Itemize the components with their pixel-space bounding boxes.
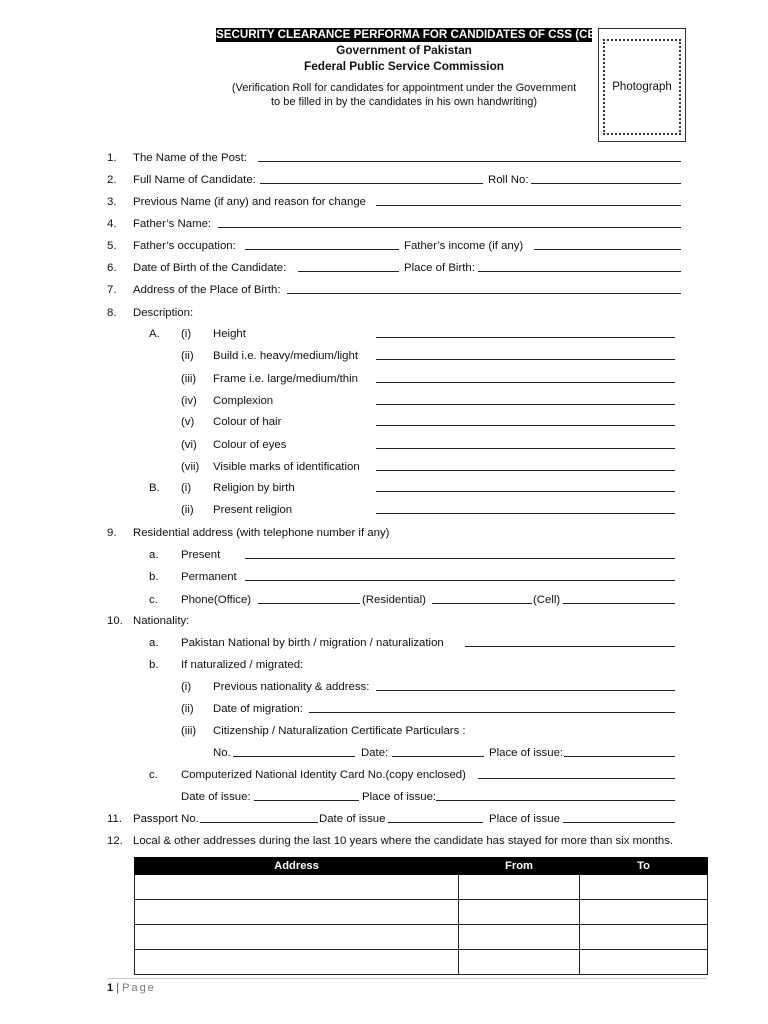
previous-name-field[interactable] (376, 205, 681, 206)
sub-marker: c. (149, 594, 158, 606)
item-number: 10. (107, 615, 123, 627)
certificate-date-field[interactable] (392, 756, 484, 757)
father-occupation-label: Father’s occupation: (133, 240, 236, 252)
cnic-field[interactable] (478, 778, 675, 779)
photograph-label: Photograph (612, 81, 672, 93)
present-address-field[interactable] (245, 558, 675, 559)
roman-marker: (iii) (181, 725, 197, 737)
item-number: 9. (107, 527, 117, 539)
description-item-field[interactable] (376, 491, 675, 492)
sub-marker: b. (149, 659, 159, 671)
certificate-no-label: No. (213, 747, 231, 759)
table-row (135, 875, 708, 900)
table-row (135, 925, 708, 950)
address-cell[interactable] (135, 950, 459, 975)
org-name-government: Government of Pakistan (336, 43, 472, 57)
photograph-box[interactable] (598, 28, 686, 142)
from-cell[interactable] (459, 950, 580, 975)
certificate-date-label: Date: (361, 747, 389, 759)
roman-marker: (i) (181, 328, 192, 340)
previous-nationality-field[interactable] (376, 690, 675, 691)
description-item-field[interactable] (376, 404, 675, 405)
description-item-label: Build i.e. heavy/medium/light (213, 350, 358, 362)
cnic-place-field[interactable] (436, 800, 675, 801)
national-by-label: Pakistan National by birth / migration / naturalization (181, 637, 444, 649)
description-item-label: Frame i.e. large/medium/thin (213, 373, 358, 385)
from-cell[interactable] (459, 925, 580, 950)
item-number: 2. (107, 174, 117, 186)
local-addresses-label: Local & other addresses during the last 10 years where the candidate has stayed for more than six months. (133, 835, 674, 847)
phone-office-field[interactable] (258, 603, 360, 604)
from-column-header: From (459, 858, 580, 875)
residential-address-label: Residential address (with telephone number if any) (133, 527, 390, 539)
roman-marker: (i) (181, 482, 192, 494)
father-name-field[interactable] (218, 227, 681, 228)
roman-marker: (ii) (181, 504, 194, 516)
place-of-birth-label: Place of Birth: (404, 262, 475, 274)
verification-note-1: (Verification Roll for candidates for appointment under the Government (231, 82, 577, 94)
to-cell[interactable] (580, 875, 708, 900)
to-column-header: To (580, 858, 708, 875)
description-label: Description: (133, 307, 194, 319)
to-cell[interactable] (580, 950, 708, 975)
table-row (135, 900, 708, 925)
description-item-field[interactable] (376, 359, 675, 360)
address-cell[interactable] (135, 925, 459, 950)
place-of-birth-field[interactable] (478, 271, 681, 272)
item-number: 6. (107, 262, 117, 274)
full-name-field[interactable] (260, 183, 483, 184)
description-item-label: Visible marks of identification (213, 461, 360, 473)
description-item-label: Colour of eyes (213, 439, 287, 451)
cnic-place-label: Place of issue: (362, 791, 437, 803)
item-number: 4. (107, 218, 117, 230)
migration-date-field[interactable] (309, 712, 675, 713)
footer-divider (107, 978, 707, 979)
to-cell[interactable] (580, 900, 708, 925)
permanent-address-label: Permanent (181, 571, 237, 583)
dob-label: Date of Birth of the Candidate: (133, 262, 287, 274)
phone-residential-field[interactable] (432, 603, 532, 604)
description-item-label: Complexion (213, 395, 274, 407)
certificate-place-label: Place of issue: (489, 747, 564, 759)
dob-field[interactable] (298, 271, 399, 272)
form-title: SECURITY CLEARANCE PERFORMA FOR CANDIDATES OF CSS (CE-2017) (216, 28, 629, 41)
roll-no-field[interactable] (531, 183, 681, 184)
post-name-field[interactable] (258, 161, 681, 162)
passport-place-field[interactable] (563, 822, 675, 823)
cnic-date-field[interactable] (254, 800, 359, 801)
naturalized-label: If naturalized / migrated: (181, 659, 304, 671)
page-word: Page (122, 982, 156, 994)
address-cell[interactable] (135, 900, 459, 925)
national-by-field[interactable] (465, 646, 675, 647)
previous-name-label: Previous Name (if any) and reason for change (133, 196, 366, 208)
sub-marker: a. (149, 549, 159, 561)
father-name-label: Father’s Name: (133, 218, 212, 230)
sub-marker: c. (149, 769, 158, 781)
birth-address-label: Address of the Place of Birth: (133, 284, 281, 296)
passport-date-field[interactable] (388, 822, 483, 823)
item-number: 3. (107, 196, 117, 208)
phone-residential-label: (Residential) (362, 594, 426, 606)
from-cell[interactable] (459, 875, 580, 900)
roman-marker: (v) (181, 416, 195, 428)
present-address-label: Present (181, 549, 221, 561)
description-item-field[interactable] (376, 337, 675, 338)
description-item-field[interactable] (376, 382, 675, 383)
certificate-no-field[interactable] (233, 756, 355, 757)
post-name-label: The Name of the Post: (133, 152, 247, 164)
page-number: 1 (107, 982, 114, 994)
passport-date-label: Date of issue (319, 813, 386, 825)
migration-date-label: Date of migration: (213, 703, 303, 715)
item-number: 12. (107, 835, 123, 847)
roman-marker: (vi) (181, 439, 197, 451)
section-b-marker: B. (149, 482, 160, 494)
org-name-fpsc: Federal Public Service Commission (304, 59, 504, 73)
roman-marker: (ii) (181, 703, 194, 715)
item-number: 11. (107, 813, 122, 825)
section-a-marker: A. (149, 328, 160, 340)
father-income-label: Father’s income (if any) (404, 240, 524, 252)
photograph-placeholder (603, 39, 681, 135)
father-occupation-field[interactable] (245, 249, 399, 250)
phone-office-label: Phone(Office) (181, 594, 252, 606)
description-item-label: Present religion (213, 504, 293, 516)
birth-address-field[interactable] (287, 293, 681, 294)
verification-note-2: to be filled in by the candidates in his own handwriting) (271, 96, 537, 108)
roman-marker: (i) (181, 681, 192, 693)
passport-no-label: Passport No. (133, 813, 199, 825)
from-cell[interactable] (459, 900, 580, 925)
phone-cell-field[interactable] (563, 603, 675, 604)
item-number: 7. (107, 284, 117, 296)
sub-marker: a. (149, 637, 159, 649)
passport-no-field[interactable] (200, 822, 318, 823)
description-item-label: Religion by birth (213, 482, 295, 494)
sub-marker: b. (149, 571, 159, 583)
roll-no-label: Roll No: (488, 174, 529, 186)
permanent-address-field[interactable] (245, 580, 675, 581)
roman-marker: (iv) (181, 395, 197, 407)
roman-marker: (vii) (181, 461, 200, 473)
item-number: 5. (107, 240, 117, 252)
full-name-label: Full Name of Candidate: (133, 174, 256, 186)
description-item-label: Height (213, 328, 246, 340)
father-income-field[interactable] (534, 249, 681, 250)
description-item-field[interactable] (376, 425, 675, 426)
item-number: 8. (107, 307, 117, 319)
certificate-particulars-label: Citizenship / Naturalization Certificate Particulars : (213, 725, 466, 737)
phone-cell-label: (Cell) (533, 594, 561, 606)
description-item-field[interactable] (376, 448, 675, 449)
address-history-table (134, 857, 708, 975)
roman-marker: (ii) (181, 350, 194, 362)
table-header-row (135, 858, 708, 875)
page-footer (107, 982, 156, 994)
item-number: 1. (107, 152, 117, 164)
address-column-header: Address (135, 858, 459, 875)
footer-separator: | (116, 982, 120, 994)
to-cell[interactable] (580, 925, 708, 950)
table-row (135, 950, 708, 975)
passport-place-label: Place of issue (489, 813, 560, 825)
cnic-label: Computerized National Identity Card No.(copy enclosed) (181, 769, 466, 781)
description-item-label: Colour of hair (213, 416, 282, 428)
roman-marker: (iii) (181, 373, 197, 385)
previous-nationality-label: Previous nationality & address: (213, 681, 370, 693)
cnic-date-label: Date of issue: (181, 791, 251, 803)
description-item-field[interactable] (376, 470, 675, 471)
nationality-label: Nationality: (133, 615, 190, 627)
description-item-field[interactable] (376, 513, 675, 514)
address-cell[interactable] (135, 875, 459, 900)
certificate-place-field[interactable] (564, 756, 675, 757)
